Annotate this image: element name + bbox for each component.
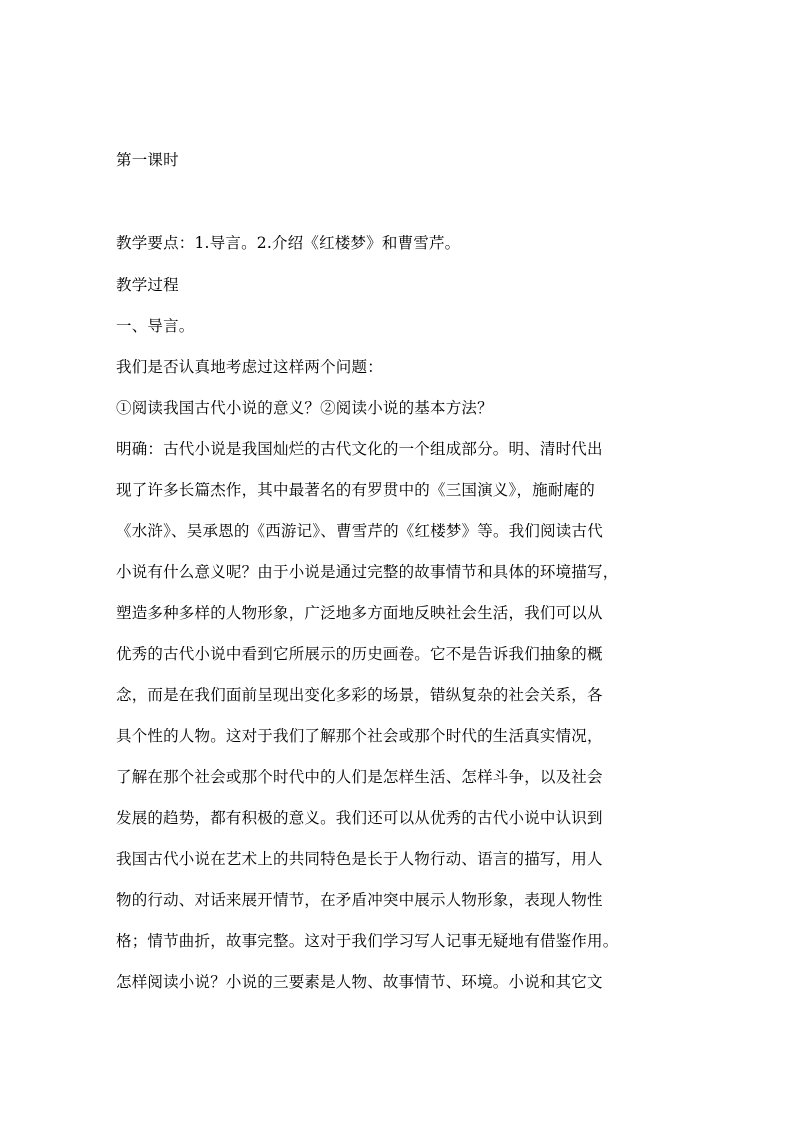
teaching-points-line: 教学要点：1.导言。2.介绍《红楼梦》和曹雪芹。 xyxy=(116,234,461,252)
lesson-heading: 第一课时 xyxy=(116,151,179,169)
section-introduction-heading: 一、导言。 xyxy=(116,317,195,335)
paragraph-line: 了解在那个社会或那个时代中的人们是怎样生活、怎样斗争，以及社会 xyxy=(116,768,603,786)
paragraph-line: 优秀的古代小说中看到它所展示的历史画卷。它不是告诉我们抽象的概 xyxy=(116,645,603,663)
paragraph-line: 念，而是在我们面前呈现出变化多彩的场景，错纵复杂的社会关系，各 xyxy=(116,686,603,704)
paragraph-line: 小说有什么意义呢？由于小说是通过完整的故事情节和具体的环境描写， xyxy=(116,563,619,581)
paragraph-line: 塑造多种多样的人物形象，广泛地多方面地反映社会生活，我们可以从 xyxy=(116,604,603,622)
paragraph-line: 发展的趋势，都有积极的意义。我们还可以从优秀的古代小说中认识到 xyxy=(116,809,603,827)
paragraph-line: 明确：古代小说是我国灿烂的古代文化的一个组成部分。明、清时代出 xyxy=(116,440,603,458)
paragraph-line: 物的行动、对话来展开情节，在矛盾冲突中展示人物形象，表现人物性 xyxy=(116,891,603,909)
paragraph-line: 怎样阅读小说？小说的三要素是人物、故事情节、环境。小说和其它文 xyxy=(116,973,603,991)
paragraph-line: ①阅读我国古代小说的意义？②阅读小说的基本方法？ xyxy=(116,399,493,417)
teaching-process-heading: 教学过程 xyxy=(116,276,179,294)
paragraph-line: 我们是否认真地考虑过这样两个问题： xyxy=(116,358,383,376)
paragraph-line: 具个性的人物。这对于我们了解那个社会或那个时代的生活真实情况， xyxy=(116,727,603,745)
paragraph-line: 现了许多长篇杰作，其中最著名的有罗贯中的《三国演义》，施耐庵的 xyxy=(116,481,595,499)
paragraph-line: 格；情节曲折，故事完整。这对于我们学习写人记事无疑地有借鉴作用。 xyxy=(116,932,619,950)
paragraph-line: 《水浒》、吴承恩的《西游记》、曹雪芹的《红楼梦》等。我们阅读古代 xyxy=(116,522,603,540)
paragraph-line: 我国古代小说在艺术上的共同特色是长于人物行动、语言的描写，用人 xyxy=(116,850,603,868)
